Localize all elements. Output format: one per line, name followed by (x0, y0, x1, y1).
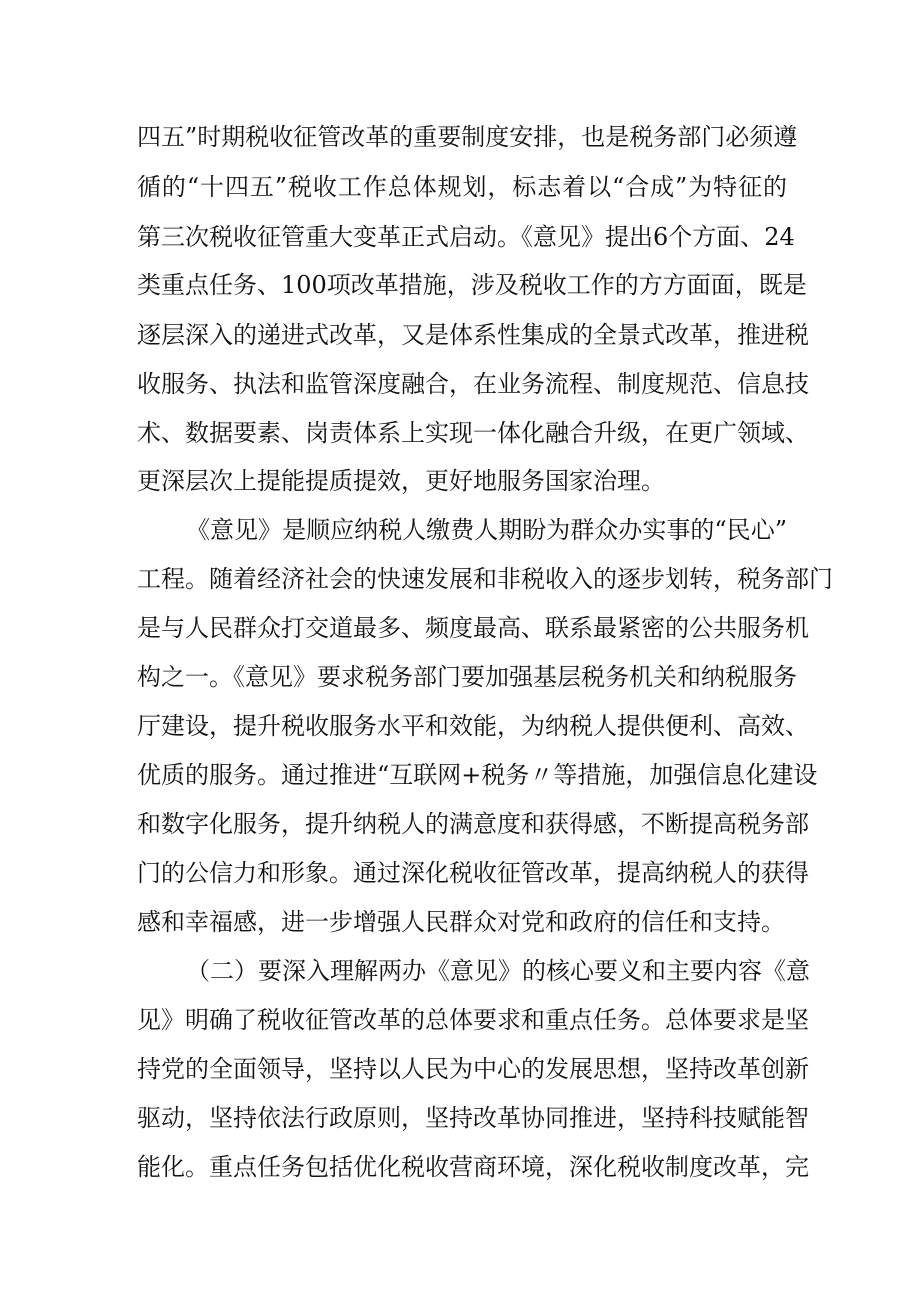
text-line: 类重点任务、100项改革措施，涉及税收工作的方方面面，既是 (137, 271, 807, 299)
text-line: 厅建设，提升税收服务水平和效能，为纳税人提供便利、高效、 (137, 712, 809, 740)
text-line: 见》明确了税收征管改革的总体要求和重点任务。总体要求是坚 (137, 1006, 809, 1034)
text-line: 持党的全面领导，坚持以人民为中心的发展思想，坚持改革创新 (137, 1055, 809, 1083)
text-line: 更深层次上提能提质提效，更好地服务国家治理。 (137, 467, 665, 495)
text-line: 能化。重点任务包括优化税收营商环境，深化税收制度改革，完 (137, 1153, 809, 1181)
text-line: 感和幸福感，进一步增强人民群众对党和政府的信任和支持。 (137, 908, 785, 936)
text-line: 和数字化服务，提升纳税人的满意度和获得感，不断提高税务部 (137, 810, 809, 838)
text-line: 构之一。《意见》要求税务部门要加强基层税务机关和纳税服务 (137, 663, 797, 691)
text-line: 工程。随着经济社会的快速发展和非税收入的逐步划转，税务部门 (137, 565, 833, 593)
text-line: 门的公信力和形象。通过深化税收征管改革，提高纳税人的获得 (137, 859, 809, 887)
text-line: 第三次税收征管重大变革正式启动。《意见》提出6个方面、24 (137, 223, 795, 251)
text-line: 逐层深入的递进式改革，又是体系性集成的全景式改革，推进税 (137, 321, 809, 349)
text-line: 是与人民群众打交道最多、频度最高、联系最紧密的公共服务机 (137, 614, 809, 642)
text-line: 优质的服务。通过推进“互联网+税务〃等措施，加强信息化建设 (137, 761, 818, 789)
text-line: 循的“十四五”税收工作总体规划，标志着以“合成”为特征的 (137, 173, 787, 201)
paragraph-first-line: 《意见》是顺应纳税人缴费人期盼为群众办实事的“民心” (186, 516, 787, 544)
text-line: 收服务、执法和监管深度融合，在业务流程、制度规范、信息技 (137, 370, 809, 398)
section-heading-line: （二）要深入理解两办《意见》的核心要义和主要内容《意 (186, 957, 810, 985)
text-line: 四五”时期税收征管改革的重要制度安排，也是税务部门必须遵 (137, 123, 798, 151)
text-line: 驱动，坚持依法行政原则，坚持改革协同推进，坚持科技赋能智 (137, 1104, 809, 1132)
text-line: 术、数据要素、岗责体系上实现一体化融合升级，在更广领域、 (137, 419, 809, 447)
